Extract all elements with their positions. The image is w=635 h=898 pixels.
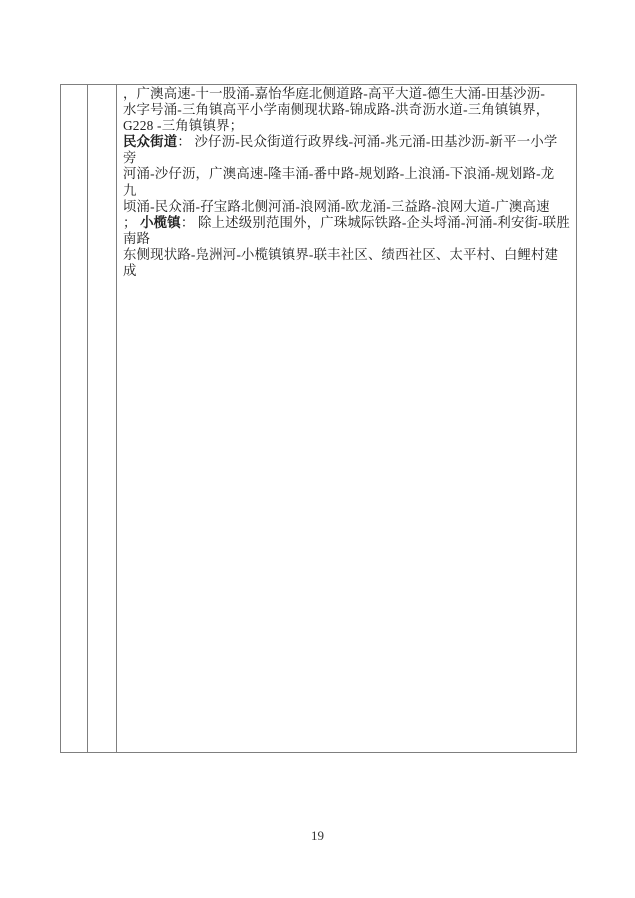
- boundary-text: 东侧现状路-凫洲河-小榄镇镇界-联丰社区、绩西社区、太平村、白鲤村建: [122, 246, 559, 262]
- table-cell-col1: [61, 85, 88, 752]
- text-line: [123, 150, 570, 166]
- text-line: [123, 231, 570, 247]
- boundary-text: ；: [122, 214, 141, 230]
- text-line: [123, 247, 570, 263]
- text-line: [123, 118, 570, 134]
- boundary-table: [60, 84, 577, 753]
- boundary-text: ，广澳高速-十一股涌-嘉怡华庭北侧道路-高平大道-德生大涌-田基沙沥-: [122, 86, 546, 101]
- text-line: [123, 183, 570, 199]
- boundary-text: ： 除上述级别范围外，广珠城际铁路-企头埒涌-河涌-利安街-联胜: [180, 214, 570, 230]
- text-line: [123, 199, 570, 215]
- boundary-text: 南路: [122, 230, 151, 246]
- boundary-text: 水字号涌-三角镇高平小学南侧现状路-锦成路-洪奇沥水道-三角镇镇界，: [122, 102, 550, 118]
- text-line: [123, 102, 570, 118]
- page-number: 19: [311, 828, 324, 843]
- boundary-text: 河涌-沙仔沥，广澳高速-隆丰涌-番中路-规划路-上浪涌-下浪涌-规划路-龙: [122, 166, 555, 182]
- boundary-text: 成: [122, 263, 137, 279]
- text-line: [123, 263, 570, 279]
- text-line: [123, 166, 570, 182]
- boundary-text: G228 -三角镇镇界；: [122, 118, 244, 134]
- boundary-text: ： 沙仔沥-民众街道行政界线-河涌-兆元涌-田基沙沥-新平一小学: [177, 134, 558, 150]
- cell-text: [123, 86, 570, 279]
- text-line: [123, 86, 570, 102]
- table-cell-content: [117, 85, 576, 752]
- district-name-bold: 民众街道: [122, 134, 178, 150]
- boundary-text: 九: [122, 182, 137, 198]
- table-cell-col2: [88, 85, 117, 752]
- boundary-text: 旁: [122, 150, 137, 166]
- district-name-bold: 小榄镇: [140, 214, 181, 230]
- text-line: [123, 134, 570, 150]
- text-line: [123, 215, 570, 231]
- boundary-text: 顷涌-民众涌-孖宝路北侧河涌-浪网涌-欧龙涌-三益路-浪网大道-广澳高速: [122, 198, 550, 214]
